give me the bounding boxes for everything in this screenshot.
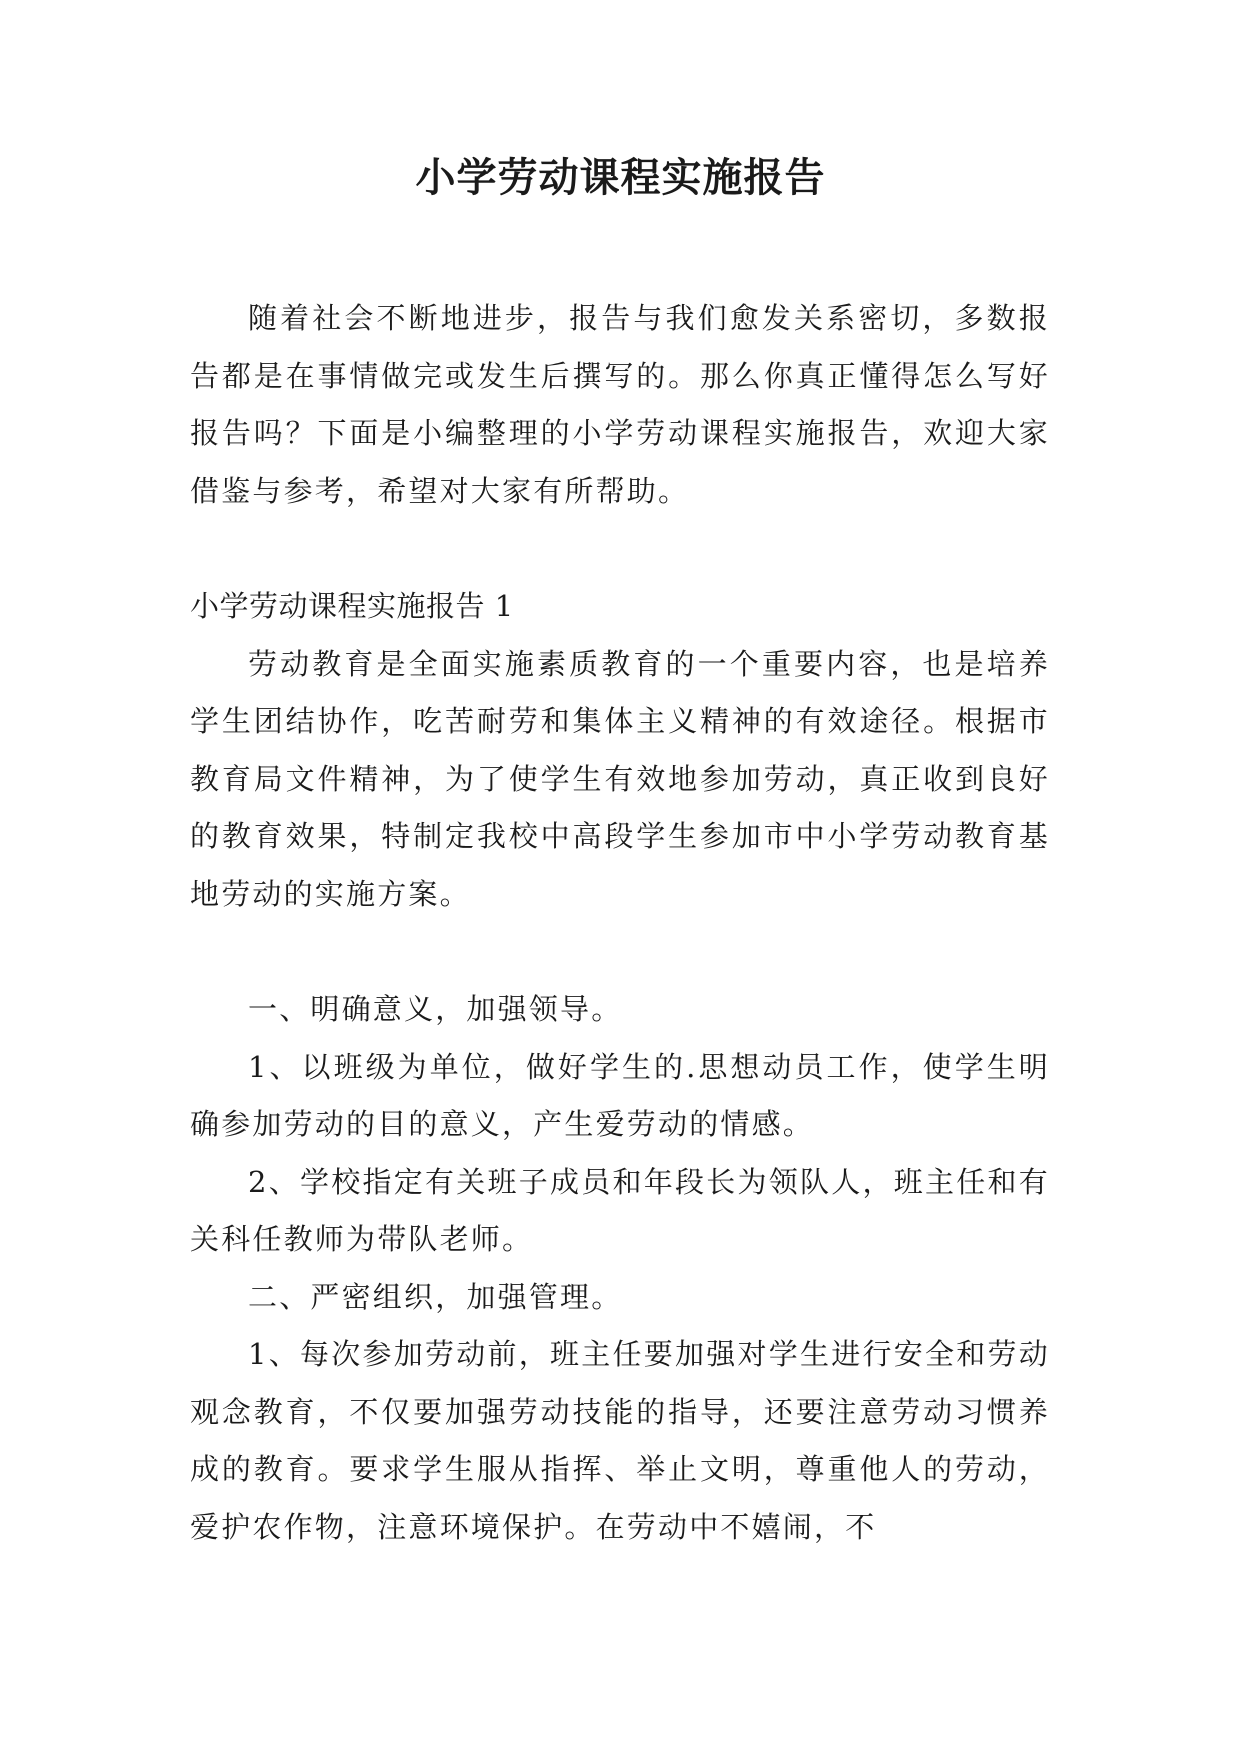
part-title: 一、明确意义，加强领导。	[248, 992, 623, 1026]
part-title: 二、严密组织，加强管理。	[248, 1279, 623, 1314]
intro-paragraph: 随着社会不断地进步，报告与我们愈发关系密切，多数报告都是在事情做完或发生后撰写的。那么你真正懂得怎么写好报告吗？下面是小编整理的小学劳动课程实施报告，欢迎大家借鉴与参考，希望对大家有所帮助。	[190, 301, 1050, 508]
section-paragraph: 劳动教育是全面实施素质教育的一个重要内容，也是培养学生团结协作，吃苦耐劳和集体主义精神的有效途径。根据市教育局文件精神，为了使学生有效地参加劳动，真正收到良好的教育效果，特制定我校中高段学生参加市中小学劳动教育基地劳动的实施方案。	[190, 646, 1050, 911]
section-heading: 小学劳动课程实施报告 1	[190, 589, 514, 623]
list-item: 2、学校指定有关班子成员和年段长为领队人，班主任和有关科任教师为带队老师。	[190, 1164, 1050, 1256]
document-body	[190, 290, 1050, 1556]
list-item: 1、以班级为单位，做好学生的.思想动员工作，使学生明确参加劳动的目的意义，产生爱劳动的情感。	[190, 1049, 1050, 1141]
document-title: 小学劳动课程实施报告	[415, 155, 826, 201]
spacer	[190, 923, 1050, 981]
list-item: 1、每次参加劳动前，班主任要加强对学生进行安全和劳动观念教育，不仅要加强劳动技能的指导，还要注意劳动习惯养成的教育。要求学生服从指挥、举止文明，尊重他人的劳动，爱护农作物，注意环境保护。在劳动中不嬉闹，不	[190, 1337, 1050, 1544]
spacer	[190, 520, 1050, 578]
